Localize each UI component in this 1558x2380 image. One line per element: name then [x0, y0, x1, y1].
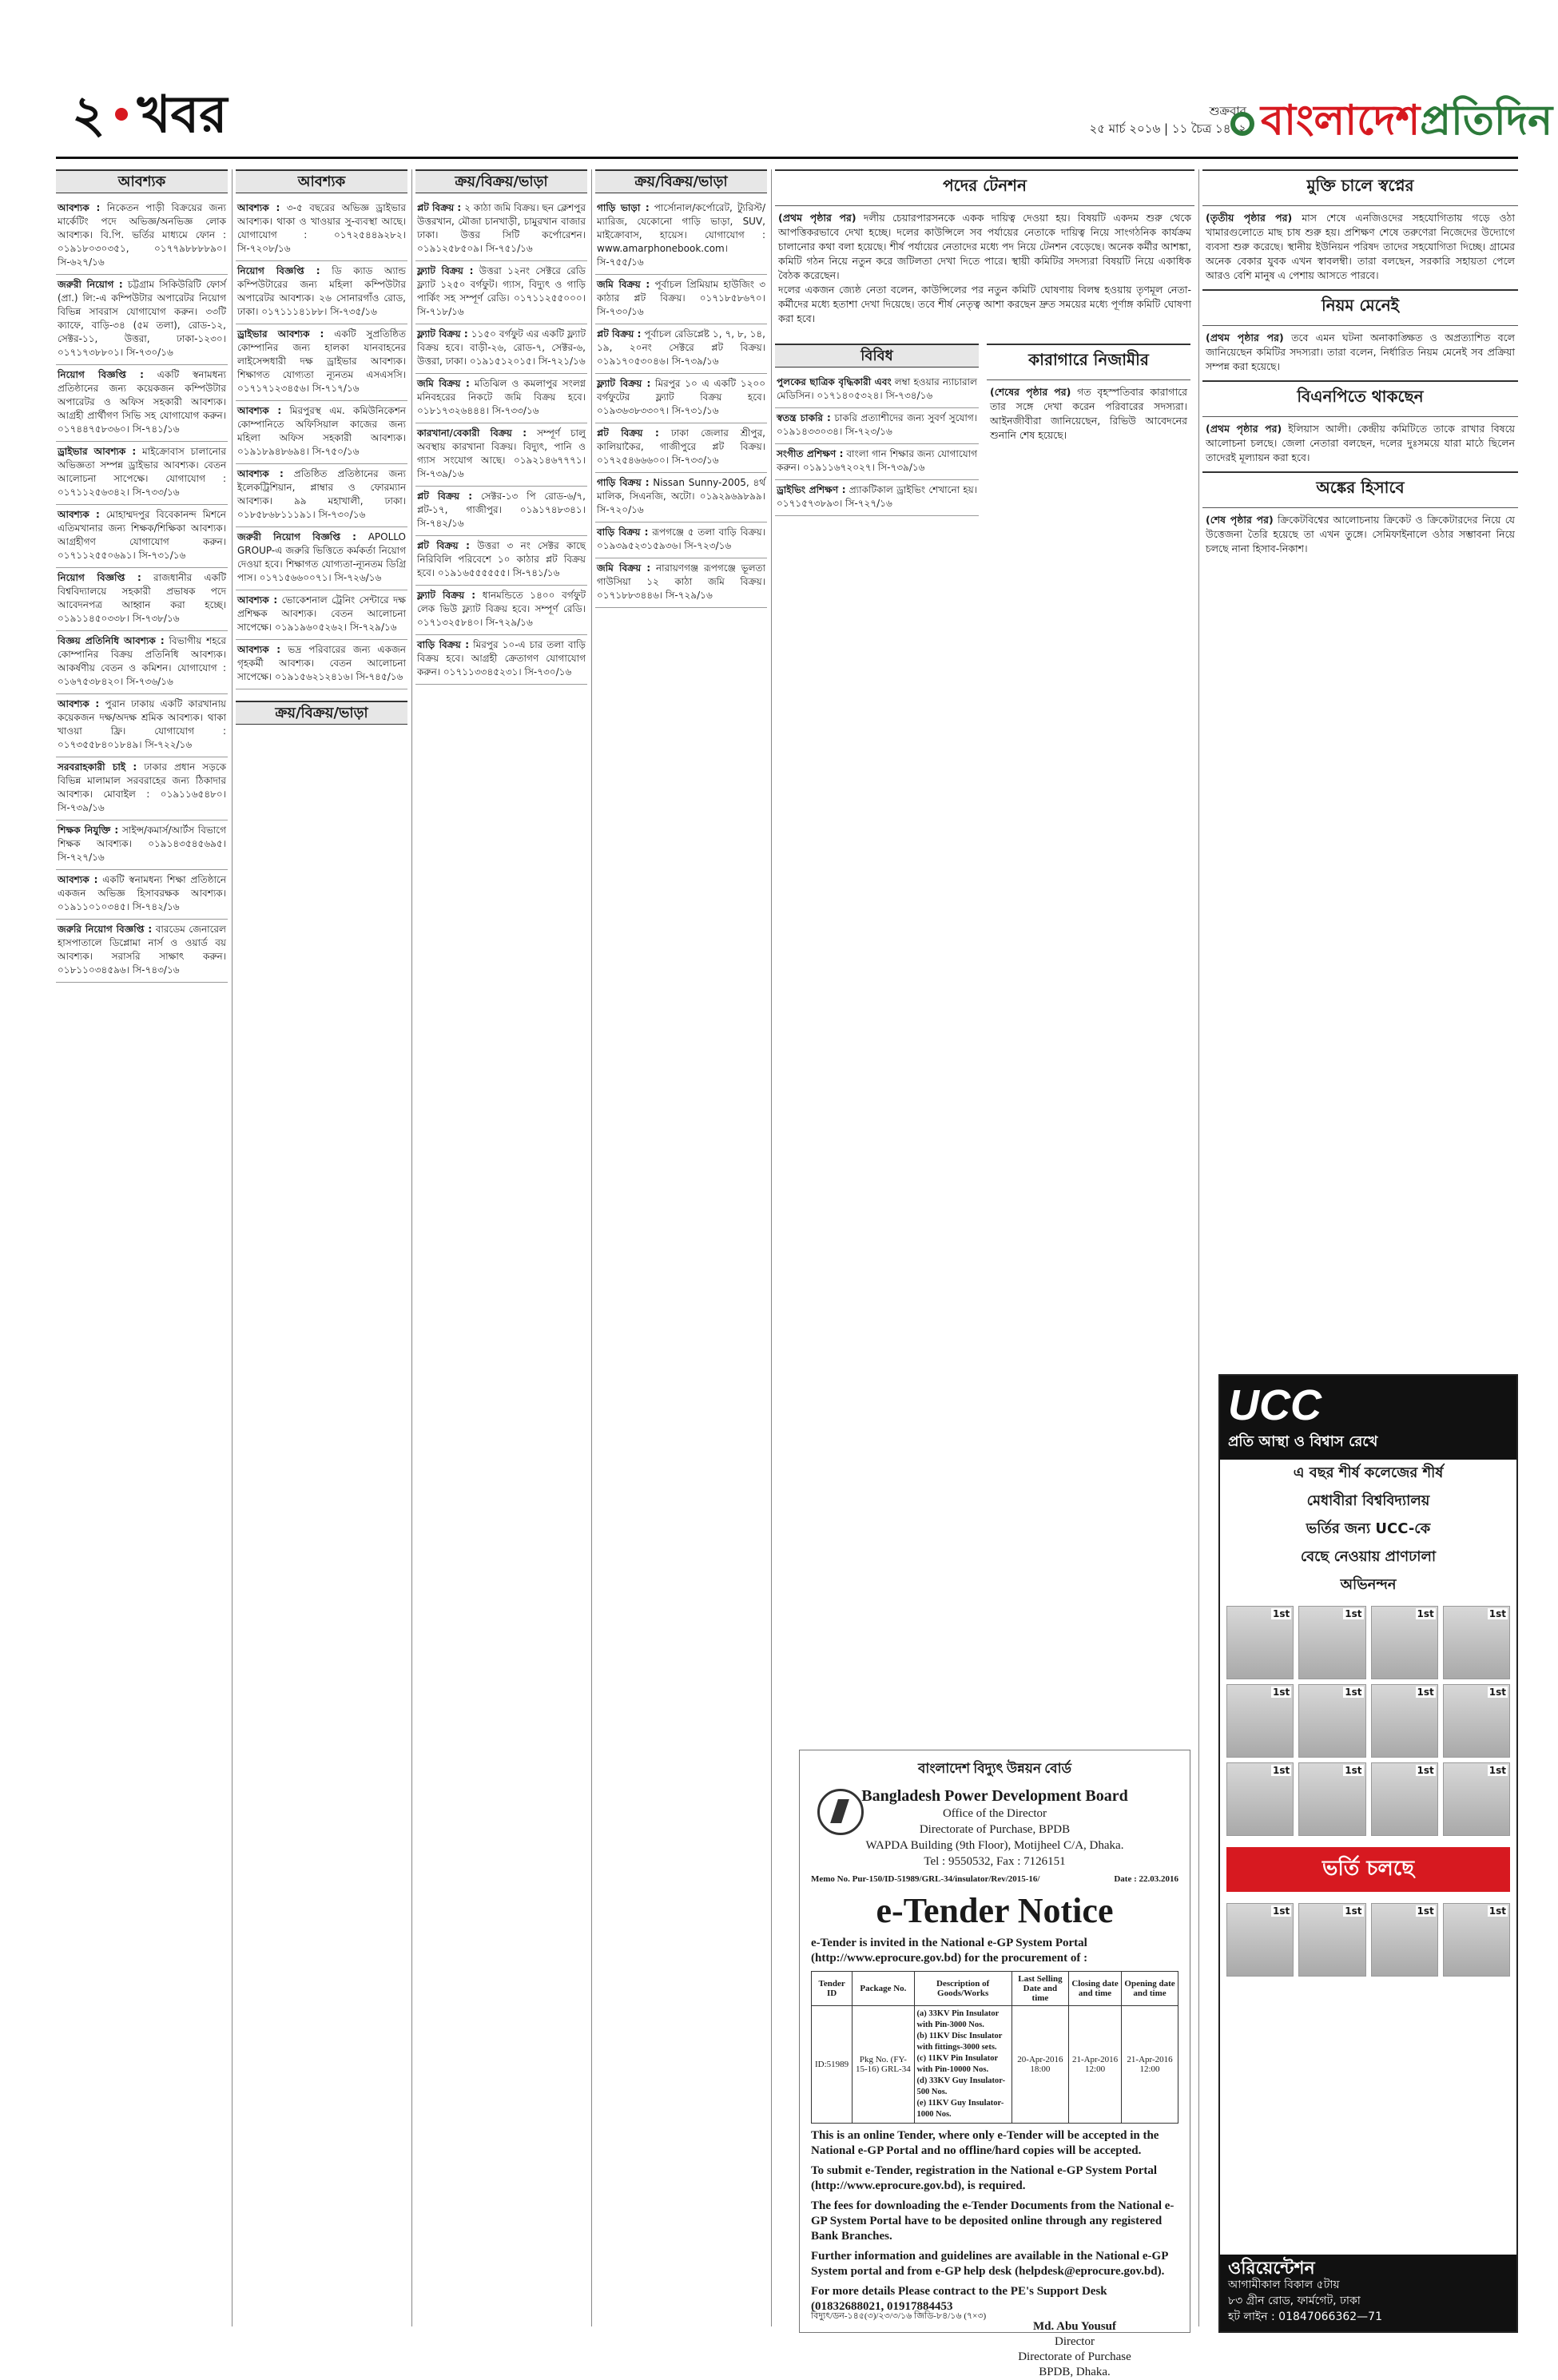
classified-ad: প্লট বিক্রয় : ২ কাঠা জমি বিক্রয়। ছন ক্লেশপুর উত্তরখান, মৌজা চানখাড়ী, চামুরখান বাজার ঢাকা। উত্তর সিটি কর্পোরেশন। ০১৯১২৫৮৫০৯। সি-৭৫১/১৬: [415, 198, 587, 261]
table-header: Opening date and time: [1122, 1972, 1178, 2006]
classified-ad: ড্রাইভার আবশ্যক : একটি সুপ্রতিষ্ঠিত কোম্পানির জন্য হালকা যানবাহনের লাইসেন্সধারী দক্ষ ড্রাইভার আবশ্যক। শিক্ষাগত যোগ্যতা ন্যূনতম এসএসসি। ০১৭১৭১২৩৪৫৬। সি-৭১৭/১৬: [236, 324, 407, 401]
student-photo: 1st: [1371, 1606, 1438, 1679]
classified-ad: আবশ্যক : প্রতিষ্ঠিত প্রতিষ্ঠানের জন্য ইলেকট্রিশিয়ান, প্লাম্বার ও ফোরম্যান আবশ্যক। ৯৯ মহাখালী, ঢাকা। ০১৮৫৮৬৮১১১৯১। সি-৭৩০/১৬: [236, 464, 407, 527]
tender-address: WAPDA Building (9th Floor), Motijheel C/A, Dhaka.: [865, 1839, 1124, 1852]
ucc-address: ৮৩ গ্রীন রোড, ফার্মগেট, ঢাকা: [1228, 2295, 1361, 2307]
ucc-hotline: হট লাইন : 01847066362—71: [1228, 2310, 1382, 2323]
bpdb-logo-icon: [817, 1789, 864, 1835]
classified-ad: সরবরাহকারী চাই : ঢাকার প্রধান সড়কে বিভিন্ন মালামাল সরবরাহের জন্য ঠিকাদার আবশ্যক। মোবাইল : ০১৯১১৬৫৪৮০। সি-৭৩৯/১৬: [56, 757, 228, 820]
last-selling-date: 20-Apr-2016 18:00: [1012, 2006, 1068, 2124]
classified-ad: জমি বিক্রয় : মতিঝিল ও কমলাপুর সংলগ্ন মনিবহরের নিকটে জমি বিক্রয় হবে। ০১৮১৭৩২৬৪৪৪। সি-৭৩৩/১৬: [415, 374, 587, 423]
signatory-dept: Directorate of Purchase: [1018, 2350, 1131, 2363]
ucc-advertisement: [1218, 1374, 1518, 2333]
column-divider: [411, 169, 412, 2326]
classified-ad: ড্রাইভিং প্রশিক্ষণ : প্র্যাকটিকাল ড্রাইভিং শেখানো হয়। ০১৭১৫৭৩৮৯৩। সি-৭২৭/১৬: [775, 480, 979, 516]
news-body: (প্রথম পৃষ্ঠার পর) দলীয় চেয়ারপারসনকে একক দায়িত্ব দেওয়া হয়। বিষয়টি একদম শুরু থেকে আপত্তিকরভাবে দেখা হচ্ছে। দলের কাউন্সিলে সব পর্যায়ের নেতাকে দায়িত্ব নিয়ে সাংগঠনিক কার্যক্রম চালানোর কথা বলা হয়েছে। শীর্ষ পর্যায়ের নেতাদের মধ্যে পদ নিয়ে টেনশন বেড়েছে। অনেক কর্মীর আশঙ্কা, কমিটি গঠন নিয়ে নতুন করে জটিলতা দেখা দিতে পারে। স্থায়ী কমিটির সদস্যরা বিষয়টি নিয়ে একাধিক বৈঠক করেছেন। দলের একজন জ্যেষ্ঠ নেতা বলেন, কাউন্সিলের পর নতুন কমিটি ঘোষণায় বিলম্ব হওয়ায় তৃণমূল নেতা-কর্মীদের মধ্যে হতাশা দেখা দিয়েছে। তবে শীর্ষ নেতৃত্ব আশা করছেন দ্রুত সময়ের মধ্যে পূর্ণাঙ্গ কমিটি ঘোষণা করা হবে।: [778, 212, 1191, 324]
news-split-row: [775, 344, 1194, 516]
tender-contact: Tel : 9550532, Fax : 7126151: [924, 1855, 1066, 1868]
classified-column: [236, 169, 407, 2342]
tender-table: [811, 1971, 1178, 2124]
news-body: (শেষের পৃষ্ঠার পর) গত বৃহস্পতিবার কারাগারে তার সঙ্গে দেখা করেন পরিবারের সদস্যরা। আইনজীবীরা জানিয়েছেন, রিভিউ আবেদনের শুনানি শেষ হয়েছে।: [990, 386, 1187, 441]
table-header: Description of Goods/Works: [914, 1972, 1012, 2006]
tender-id: ID:51989: [812, 2006, 853, 2124]
classified-ad: আবশ্যক : মোহাম্মদপুর বিবেকানন্দ মিশনে এতিমখানার জন্য শিক্ষক/শিক্ষিকা আবশ্যক। আগ্রহীগণ যোগাযোগ করুন। ০১৭১১২৫৫০৬৯১। সি-৭৩১/১৬: [56, 505, 228, 568]
page-number: ২: [72, 85, 105, 145]
classified-ad: আবশ্যক : পুরান ঢাকায় একটি কারখানায় কয়েকজন দক্ষ/অদক্ষ শ্রমিক আবশ্যক। থাকা খাওয়া ফ্রি। যোগাযোগ : ০১৭৩৫৫৮৪০১৮৪৯। সি-৭২২/১৬: [56, 694, 228, 757]
tender-office: Office of the Director: [942, 1807, 1047, 1820]
student-photo: 1st: [1226, 1762, 1294, 1836]
newspaper-logo: [1230, 88, 1552, 157]
student-photo: 1st: [1371, 1684, 1438, 1758]
classified-ad: ড্রাইভার আবশ্যক : মাইক্রোবাস চালানোর অভিজ্ঞতা সম্পন্ন ড্রাইভার আবশ্যক। বেতন আলোচনা সাপেক্ষে। যোগাযোগ : ০১৭১১২৫৬৩৪২। সি-৭৩৩/১৬: [56, 442, 228, 505]
tender-org: Bangladesh Power Development Board: [861, 1787, 1128, 1805]
classified-ad: ফ্ল্যাট বিক্রয় : উত্তরা ১২নং সেক্টরে রেডি ফ্ল্যাট ১২৫০ বর্গফুট। গ্যাস, বিদ্যুৎ ও গাড়ি পার্কিং সহ সম্পূর্ণ রেডি। ০১৭১১২৫৫০০০। সি-৭১৮/১৬: [415, 261, 587, 324]
column-heading: আবশ্যক: [56, 169, 228, 193]
news-body: (প্রথম পৃষ্ঠার পর) তবে এমন ঘটনা অনাকাঙ্ক্ষিত ও অপ্রত্যাশিত বলে জানিয়েছেন কমিটির সদস্যরা। তারা বলেন, নির্ধারিত নিয়ম মেনেই সব প্রক্রিয়া সম্পন্ন করা হয়েছে।: [1206, 332, 1515, 372]
news-body: (প্রথম পৃষ্ঠার পর) ইলিয়াস আলী। কেন্দ্রীয় কমিটিতে তাকে রাখার বিষয়ে আলোচনা চলছে। জেলা নেতারা বলছেন, দলের দুঃসময়ে যারা মাঠে ছিলেন তাদেরই মূল্যায়ন করা হবে।: [1206, 423, 1515, 463]
weekday: শুক্রবার: [1209, 104, 1246, 118]
classified-ad: গাড়ি বিক্রয় : Nissan Sunny-2005, ৪র্থ মালিক, সিএনজি, অটো। ০১৯২৯৬৯৮৯৯। সি-৭২০/১৬: [595, 473, 767, 522]
classified-ad: প্লট বিক্রয় : পূর্বাচল রেডিপ্লেষ্ট ১, ৭, ৮, ১৪, ১৯, ২০নং সেক্টরে প্লট বিক্রয়। ০১৯১৭০৫৩০৪৬। সি-৭৩৯/১৬: [595, 324, 767, 374]
classified-ad: আবশ্যক : ভদ্র পরিবারের জন্য একজন গৃহকর্মী আবশ্যক। বেতন আলোচনা সাপেক্ষে। ০১৯১৫৬২১২৪১৬। সি-৭৪৫/১৬: [236, 640, 407, 689]
goods-description: (a) 33KV Pin Insulator with Pin-3000 Nos. (b) 11KV Disc Insulator with fittings-3000 sets. (c) 11KV Pin Insulator with Pin-10000 Nos. (d) 33KV Guy Insulator-500 Nos. (e) 11KV Guy Insulator-1000 Nos.: [914, 2006, 1012, 2124]
ad-list: [415, 198, 587, 685]
brand-red: বাংলাদেশ: [1261, 96, 1421, 145]
ad-list: [236, 198, 407, 689]
tender-date: Date : 22.03.2016: [1114, 1874, 1178, 1884]
admission-banner: ভর্তি চলছে: [1226, 1847, 1510, 1892]
classified-ad: গাড়ি ভাড়া : পার্সোনাল/কর্পোরেট, ট্যুরিস্ট/ ম্যারিজ, যেকোনো গাড়ি ভাড়া, SUV, মাইক্রোবাস, হায়েস। যোগাযোগ : www.amarphonebook.com। সি-৭৫৫/১৬: [595, 198, 767, 275]
student-photo-grid: [1220, 1599, 1516, 1842]
tender-signature: [971, 2319, 1178, 2380]
classified-ad: জরুরী নিয়োগ বিজ্ঞপ্তি : APOLLO GROUP-এ জরুরি ভিত্তিতে কর্মকর্তা নিয়োগ দেওয়া হবে। শিক্ষাগত যোগ্যতা-ন্যূনতম ডিগ্রি পাস। ০১৭১৫৬৬০০৭১। সি-৭২৬/১৬: [236, 527, 407, 590]
student-photo: 1st: [1443, 1762, 1510, 1836]
news-headline: বিএনপিতে থাকছেন: [1202, 380, 1518, 417]
tender-org-bengali: বাংলাদেশ বিদ্যুৎ উন্নয়ন বোর্ড: [917, 1761, 1072, 1776]
classified-ad: জমি বিক্রয় : নারায়ণগঞ্জ রূপগঞ্জে ভূলতা গাউসিয়া ১২ কাঠা জমি বিক্রয়। ০১৭১৮৮৩৪৪৬। সি-৭২৯/১৬: [595, 558, 767, 608]
news-headline: অঙ্কের হিসাবে: [1202, 471, 1518, 508]
student-photo: 1st: [1371, 1762, 1438, 1836]
classified-ad: বাড়ি বিক্রয় : মিরপুর ১০-এ চার তলা বাড়ি বিক্রয় হবে। আগ্রহী ক্রেতাগণ যোগাযোগ করুন। ০১৭১১৩৩৪৫২৩১। সি-৭৩০/১৬: [415, 635, 587, 685]
column-heading: বিবিধ: [775, 344, 979, 368]
ucc-header: [1220, 1376, 1516, 1460]
tender-intro: e-Tender is invited in the National e-GP System Portal (http://www.eprocure.gov.bd) for the procurement of :: [811, 1937, 1088, 1965]
ucc-tagline: এ বছর শীর্ষ কলেজের শীর্ষ: [1293, 1464, 1444, 1481]
tender-footer: বিদ্যুৎ/ডন-১৪৫(৩)/২৩/৩/১৬ জিডি-৮৪/১৬ (৭×৩): [811, 2311, 987, 2321]
news-headline: মুক্তি চালে স্বপ্নের: [1202, 169, 1518, 206]
opening-date: 21-Apr-2016 12:00: [1122, 2006, 1178, 2124]
tender-memo: Memo No. Pur-150/ID-51989/GRL-34/insulator/Rev/2015-16/: [811, 1874, 1040, 1884]
brand-logo-icon: [1230, 112, 1254, 136]
classified-column: [415, 169, 587, 2342]
package-no: Pkg No. (FY-15-16) GRL-34: [853, 2006, 914, 2124]
tender-para: The fees for downloading the e-Tender Documents from the National e-GP System Portal have to be deposited online through any registered Bank Branches.: [811, 2199, 1174, 2243]
column-divider: [591, 169, 592, 2326]
student-photo: 1st: [1443, 1606, 1510, 1679]
classified-ad: আবশ্যক : নিকেতন পাড়ী বিক্রয়ের জন্য মার্কেটিং পদে অভিজ্ঞ/অনভিজ্ঞ লোক আবশ্যক। বি.পি. ভর্তির মাধ্যমে ফোন : ০১৯১৮০৩০৩৫১, ০১৭৭৯৮৮৮৮৯০। সি-৬২৭/১৬: [56, 198, 228, 275]
tender-para: This is an online Tender, where only e-Tender will be accepted in the National e-GP Portal and no offline/hard copies will be accepted.: [811, 2129, 1159, 2157]
tender-para: Further information and guidelines are available in the National e-GP System portal and from e-GP help desk (helpdesk@eprocure.gov.bd).: [811, 2250, 1168, 2278]
news-block: [775, 169, 1194, 1735]
classified-ad: শিক্ষক নিযুক্তি : সাইন্স/কমার্স/আর্টস বিভাগে শিক্ষক আবশ্যক। ০১৯১৪৩৫৪৫৬৯৫। সি-৭২৭/১৬: [56, 820, 228, 870]
classified-ad: সংগীত প্রশিক্ষণ : বাংলা গান শিক্ষার জন্য যোগাযোগ করুন। ০১৯১১৬৭২০২৭। সি-৭৩৯/১৬: [775, 444, 979, 480]
student-photo-grid: [1220, 1897, 1516, 1983]
ucc-tagline: বেছে নেওয়ায় প্রাণঢালা: [1300, 1548, 1437, 1565]
tender-para: To submit e-Tender, registration in the National e-GP System Portal (http://www.eprocure.gov.bd), is required.: [811, 2164, 1158, 2192]
column-heading: ক্রয়/বিক্রয়/ভাড়া: [236, 701, 407, 725]
news-continuation: [987, 344, 1190, 516]
classified-ad: প্লট বিক্রয় : সেক্টর-১৩ পি রোড-৬/৭, প্লট-১৭, গাজীপুর। ০১৯১৭৪৮৩৪১। সি-৭৪২/১৬: [415, 487, 587, 536]
table-row: [812, 2006, 1178, 2124]
masthead-rule: [56, 157, 1518, 159]
classified-ad: জরুরী নিয়োগ : চট্টগ্রাম সিকিউরিটি ফোর্স (প্রা.) লি:-এ কম্পিউটার অপারেটর নিয়োগ বিভিন্ন সাবরাস যোগাযোগ করুন। ৩৩টি ক্যাফে, বাড়ি-৩৪ (৫ম তলা), রোড-১২, সেক্টর-১১, উত্তরা, ঢাকা-১২৩০। ০১৭১৭৩৮৮০১। সি-৭৩০/১৬: [56, 275, 228, 365]
classified-ad: নিয়োগ বিজ্ঞপ্তি : রাজধানীর একটি বিশ্ববিদ্যালয়ে সহকারী প্রভাষক পদে আবেদনপত্র আহ্বান করা হচ্ছে। ০১৯১১৪৫০৩৩৮। সি-৭৩৮/১৬: [56, 568, 228, 631]
column-divider: [232, 169, 233, 2326]
brand-green: প্রতিদিন: [1420, 96, 1553, 145]
ucc-logo: UCC: [1228, 1381, 1322, 1429]
classified-ad: নিয়োগ বিজ্ঞপ্তি : একটি স্বনামধন্য প্রতিষ্ঠানের জন্য কয়েকজন কম্পিউটার অপারেটর ও অফিস সহকারী আবশ্যক। আগ্রহী প্রার্থীগণ সিভি সহ যোগাযোগ করুন। ০১৭৪৪৭৫৮৩৬০। সি-৭৪১/১৬: [56, 365, 228, 442]
classified-ad: আবশ্যক : মিরপুরস্থ এম. কমিউনিকেশন কোম্পানিতে অফিসিয়াল কাজের জন্য মহিলা অফিস সহকারী আবশ্যক। ০১৯১৮৯৪৮৬৯৪। সি-৭৫০/১৬: [236, 401, 407, 464]
classified-ad: প্লট বিক্রয় : ঢাকা জেলার শ্রীপুর, কালিয়াকৈর, গাজীপুরে প্লট বিক্রয়। ০১৭২৫৪৬৬৬০০। সি-৭৩৩/১৬: [595, 423, 767, 473]
ucc-tagline: ভর্তির জন্য UCC-কে: [1306, 1520, 1431, 1537]
classified-ad: আবশ্যক : একটি স্বনামধন্য শিক্ষা প্রতিষ্ঠানে একজন অভিজ্ঞ হিসাবরক্ষক আবশ্যক। ০১৯১১০১০৩৪৫। সি-৭৪২/১৬: [56, 870, 228, 920]
table-header: Last Selling Date and time: [1012, 1972, 1068, 2006]
classified-ad: জরুরি নিয়োগ বিজ্ঞপ্তি : বারডেম জেনারেল হাসপাতালে ডিপ্লোমা নার্স ও ওয়ার্ড বয় আবশ্যক। সরাসরি সাক্ষাৎ করুন। ০১৮১১০৩৪৫৯৬। সি-৭৪৩/১৬: [56, 920, 228, 983]
ucc-tagline: মেধাবীরা বিশ্ববিদ্যালয়: [1306, 1492, 1430, 1509]
signatory-name: Md. Abu Yousuf: [1032, 2320, 1117, 2333]
column-heading: আবশ্যক: [236, 169, 407, 193]
ucc-tagline: অভিনন্দন: [1340, 1576, 1397, 1593]
ucc-tagline: প্রতি আস্থা ও বিশ্বাস রেখে: [1228, 1433, 1378, 1450]
student-photo: 1st: [1226, 1903, 1294, 1977]
orientation-title: ওরিয়েন্টেশন: [1228, 2259, 1315, 2279]
issue-date: ২৫ মার্চ ২০১৬ | ১১ চৈত্র ১৪২২: [1089, 121, 1246, 136]
signatory-org: BPDB, Dhaka.: [1039, 2366, 1111, 2378]
news-headline: নিয়ম মেনেই: [1202, 289, 1518, 326]
student-photo: 1st: [1298, 1762, 1365, 1836]
student-photo: 1st: [1226, 1684, 1294, 1758]
misc-ads-section: [775, 344, 979, 516]
masthead: [0, 0, 1558, 160]
ad-list: [56, 198, 228, 983]
classified-ad: ফ্ল্যাট বিক্রয় : ১১৫০ বর্গফুট এর একটি ফ্ল্যাট বিক্রয় হবে। বাড়ী-২৬, রোড-৭, সেক্টর-৬, উত্তরা, ঢাকা। ০১৯১৫১২০১৫। সি-৭২১/১৬: [415, 324, 587, 374]
table-header: Tender ID: [812, 1972, 853, 2006]
student-photo: 1st: [1443, 1903, 1510, 1977]
page-header: [72, 76, 227, 161]
classified-ad: নিয়োগ বিজ্ঞপ্তি : ডি ক্যাড অ্যান্ড কম্পিউটারের জন্য মহিলা কম্পিউটার অপারেটর আবশ্যক। ২৬ সোনারগাঁও রোড, ঢাকা। ০১৭১১১৪১৮৮। সি-৭৩৫/১৬: [236, 261, 407, 324]
news-headline: কারাগারে নিজামীর: [987, 344, 1190, 380]
column-divider: [1198, 169, 1199, 2326]
classified-ad: স্বতন্ত্র চাকরি : চাকরি প্রত্যাশীদের জন্য সুবর্ণ সুযোগ। ০১৯১৪৩৩০৩৪। সি-৭২৩/১৬: [775, 408, 979, 444]
ucc-footer: [1220, 2255, 1516, 2331]
column-heading: ক্রয়/বিক্রয়/ভাড়া: [595, 169, 767, 193]
classified-ad: বিজ্ঞয় প্রতিনিধি আবশ্যক : বিভাগীয় শহরে কোম্পানির বিক্রয় প্রতিনিধি আবশ্যক। আকর্ষণীয় বেতন ও কমিশন। যোগাযোগ : ০১৬৭৫৩৮৪২০। সি-৭৩৬/১৬: [56, 631, 228, 694]
column-heading: ক্রয়/বিক্রয়/ভাড়া: [415, 169, 587, 193]
table-header: Closing date and time: [1069, 1972, 1122, 2006]
student-photo: 1st: [1298, 1606, 1365, 1679]
closing-date: 21-Apr-2016 12:00: [1069, 2006, 1122, 2124]
tender-directorate: Directorate of Purchase, BPDB: [919, 1823, 1071, 1836]
classified-column: [56, 169, 228, 2342]
classified-ad: পুলকের ছাত্রিক বৃদ্ধিকারী এবং লম্বা হওয়ার ন্যাচারাল মেডিসিন। ০১৭১৪০৫৩২৪। সি-৭৩৪/১৬: [775, 372, 979, 408]
ad-list: [595, 198, 767, 608]
classified-ad: ফ্ল্যাট বিক্রয় : ধানমন্ডিতে ১৪০০ বর্গফুট লেক ভিউ ফ্ল্যাট বিক্রয় হবে। সম্পূর্ণ রেডি। ০১৭১৩২৫৮৪০। সি-৭২৯/১৬: [415, 586, 587, 635]
classified-ad: জমি বিক্রয় : পূর্বাচল প্রিমিয়াম হাউজিং ৩ কাঠার প্লট বিক্রয়। ০১৭১৮৫৮৬৭০। সি-৭৩০/১৬: [595, 275, 767, 324]
student-photo: 1st: [1443, 1684, 1510, 1758]
news-body: (শেষ পৃষ্ঠার পর) ক্রিকেটবিশ্বের আলোচনায় ক্রিকেট ও ক্রিকেটারদের নিয়ে যে উত্তেজনা তৈরি হয়েছে তা এখন তুঙ্গে। সেমিফাইনালে ওঠার সম্ভাবনা নিয়ে চলছে নানা হিসাব-নিকাশ।: [1206, 514, 1516, 554]
section-name: খবর: [137, 85, 228, 145]
classified-ad: বাড়ি বিক্রয় : রূপগঞ্জে ৫ তলা বাড়ি বিক্রয়। ০১৯৩৯৫২৩১৫৯৩৬। সি-৭২৩/১৬: [595, 522, 767, 558]
table-header-row: [812, 1972, 1178, 2006]
tender-memo-row: [811, 1874, 1178, 1884]
classified-ad: আবশ্যক : ভোকেশনাল ট্রেনিং সেন্টারে দক্ষ প্রশিক্ষক আবশ্যক। বেতন আলোচনা সাপেক্ষে। ০১৯১৯৬০৫২৬২। সি-৭২৯/১৬: [236, 590, 407, 640]
classified-ad: কারখানা/বেকারী বিক্রয় : সম্পূর্ণ চালু অবস্থায় কারখানা বিক্রয়। বিদ্যুৎ, পানি ও গ্যাস সংযোগ আছে। ০১৯২১৪৬৭৭৭১। সি-৭৩৯/১৬: [415, 423, 587, 487]
signatory-title: Director: [1055, 2335, 1095, 2348]
column-divider: [771, 169, 772, 2326]
classified-ad: প্লট বিক্রয় : উত্তরা ৩ নং সেক্টর কাছে নিরিবিলি পরিবেশে ১০ কাঠার প্লট বিক্রয় হবে। ০১৯১৬৫৫৫৫৫৫। সি-৭৪১/১৬: [415, 536, 587, 586]
tender-para: For more details Please contract to the PE's Support Desk (01832688021, 01917884453: [811, 2285, 1107, 2313]
news-body: (তৃতীয় পৃষ্ঠার পর) মাস শেষে এনজিওদের সহযোগিতায় গড়ে ওঠা খামারগুলোতে মাছ চাষ শুরু হয়। প্রশিক্ষণ শেষে তরুণেরা নিজেদের উদ্যোগে ব্যবসা শুরু করেছে। স্থানীয় ইউনিয়ন পরিষদ তাদের সহযোগিতা দিচ্ছে। গ্রামের অনেক বেকার যুবক এখন স্বাবলম্বী। তারা বলছেন, সরকারি সহায়তা পেলে আরও বেশি মানুষ এ পেশায় আসতে পারবে।: [1206, 212, 1515, 281]
table-header: Package No.: [853, 1972, 914, 2006]
student-photo: 1st: [1298, 1903, 1365, 1977]
student-photo: 1st: [1371, 1903, 1438, 1977]
student-photo: 1st: [1226, 1606, 1294, 1679]
classified-ad: ফ্ল্যাট বিক্রয় : মিরপুর ১০ এ একটি ১২০০ বর্গফুটের ফ্ল্যাট বিক্রয় হবে। ০১৯৩৬৩৮৩৩০৭। সি-৭৩১/১৬: [595, 374, 767, 423]
tender-notice: [799, 1750, 1190, 2378]
classified-column: [595, 169, 767, 2342]
date-block: [1023, 102, 1246, 137]
orientation-time: আগামীকাল বিকাল ৫টায়: [1228, 2279, 1340, 2291]
classified-ad: আবশ্যক : ৩-৫ বছরের অভিজ্ঞ ড্রাইভার আবশ্যক। থাকা ও খাওয়ার সু-ব্যবস্থা আছে। যোগাযোগ : ০১৭২৫৪৪৯২৮২। সি-৭২০৮/১৬: [236, 198, 407, 261]
student-photo: 1st: [1298, 1684, 1365, 1758]
tender-title: e-Tender Notice: [876, 1891, 1114, 1930]
news-block: [1202, 169, 1518, 1368]
news-headline: পদের টেনশন: [775, 169, 1194, 206]
header-dot-icon: [115, 108, 128, 121]
